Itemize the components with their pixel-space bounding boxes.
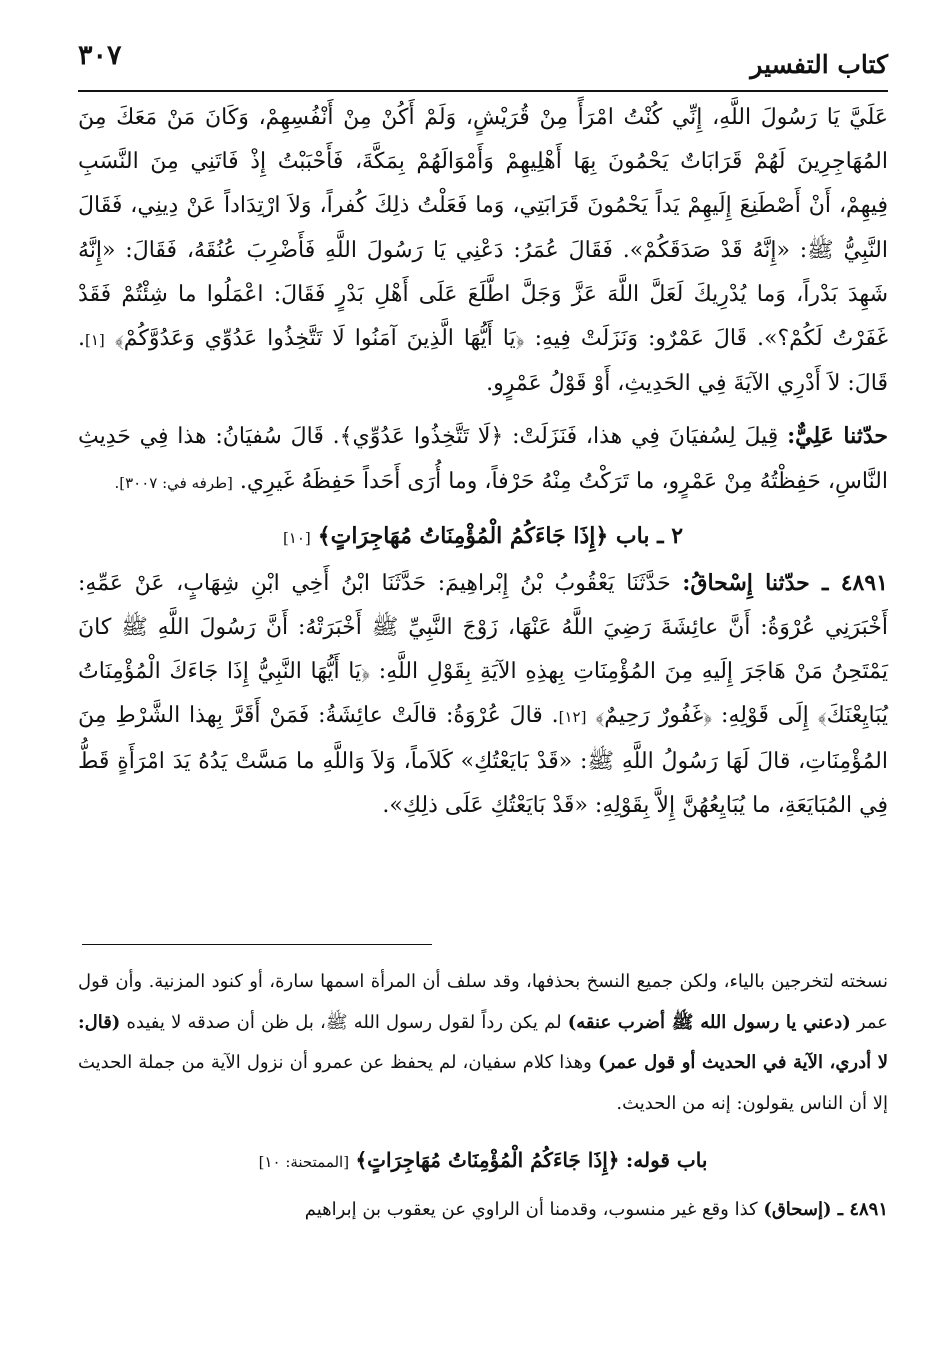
footnote-text: لم يكن رداً لقول رسول الله ﷺ، بل ظن أن صدقه لا يفيده [126,1011,562,1033]
page-number: ٣٠٧ [78,40,122,71]
commentary-chapter-verse: ﴿إِذَا جَاءَكُمُ الْمُؤْمِنَاتُ مُهَاجِرَاتٍ﴾ [355,1148,620,1172]
main-text [78,96,888,836]
hadith-text: حَدَّثَنَا يَعْقُوبُ بْنُ إِبْراهِيمَ: حَدَّثَنَا ابْنُ أَخِي ابْنِ شِهَابٍ، عَنْ عَمِّهِ: أَخْبَرَنِي عُرْوَةُ: أَنَّ عائِشَةَ رَضِيَ اللَّهُ عَنْهَا، زَوْجَ النَّبِيِّ ﷺ أَخْبَرَتْهُ: أَنَّ رَسُولَ اللَّهِ ﷺ كانَ يَمْتَحِنُ مَنْ هَاجَرَ إِلَيهِ مِنَ المُؤْمِنَاتِ بِهذِهِ الآيَةِ بِقَوْلِ اللَّهِ: ﴿يَا أَيُّهَا النَّبِيُّ إِذَا جَاءَكَ الْمُؤْمِنَاتُ يُبَايِعْنَكَ﴾ إِلَى قَوْلِهِ: ﴿غَفُورٌ رَحِيمٌ﴾ [78,570,889,729]
hadith-paragraph [78,96,888,406]
verse-ref: [١٢] [558,708,587,727]
hadith-paragraph [78,561,888,828]
footnote-text: وهذا كلام سفيان، لم يحفظ عن عمرو أن نزول الآية من جملة الحديث إلا أن الناس يقولون: إنه من الحديث. [78,1052,888,1114]
hadith-text: عَلَيَّ يَا رَسُولَ اللَّهِ، إِنِّي كُنْتُ امْرَأً مِنْ قُرَيْشٍ، وَلَمْ أَكُنْ مِنْ أَنْفُسِهِمْ، وَكَانَ مَنْ مَعَكَ مِنَ المُهَاجِرِينَ لَهُمْ قَرَابَاتٌ يَحْمُونَ بِهَا أَهْلِيهِمْ وَأَمْوَالَهُمْ بِمَكَّةَ، فَأَحْبَبْتُ إِذْ فَاتَنِي مِنَ النَّسَبِ فِيهِمْ، أَنْ أَصْطَنِعَ إِلَيهِمْ يَداً يَحْمُونَ قَرَابَتِي، وَما فَعَلْتُ ذلِكَ كُفراً، وَلاَ ارْتِدَاداً عَنْ دِينِي، فَقَالَ النَّبِيُّ ﷺ: «إِنَّهُ قَدْ صَدَقَكُمْ». فَقَالَ عُمَرُ: دَعْنِي يَا رَسُولَ اللَّهِ فَأَضْرِبَ عُنُقَهُ، فَقَالَ: «إِنَّهُ شَهِدَ بَدْراً، وَما يُدْرِيكَ لَعَلَّ اللَّهَ عَزَّ وَجَلَّ اطَّلَعَ عَلَى أَهْلِ بَدْرٍ فَقَالَ: اعْمَلُوا ما شِئْتُمْ فَقَدْ غَفَرْتُ لَكُمْ؟». قَالَ عَمْرٌو: وَنَزَلَتْ فِيهِ: ﴿يَا أَيُّهَا الَّذِينَ آمَنُوا لَا تَتَّخِذُوا عَدُوِّي وَعَدُوَّكُمْ﴾ [78,105,889,352]
footnote-ref: [١] [85,331,105,350]
footnotes [78,962,888,1231]
footnote-text: نسخته لتخرجين بالياء، ولكن جميع النسخ بحذفها، وقد سلف أن المرأة اسمها سارة، أو كنود المزنية. وأن قول عمر [78,971,888,1033]
commentary-chapter-heading [78,1132,888,1190]
hadith-text-end: . قَالَ: لاَ أَدْرِي الآيَةَ فِي الحَدِيثِ، أَوْ قَوْلُ عَمْرٍو. [78,326,888,397]
chapter-title: ٢ ـ باب ﴿إِذَا جَاءَكُمُ الْمُؤْمِنَاتُ مُهَاجِرَاتٍ﴾ [317,522,684,549]
narrator-lead: حدّثنا عَلِيٌّ: [787,423,889,450]
hadith-text-end: . قالَ عُرْوَةُ: قالَتْ عائِشَةُ: فَمَنْ أَقَرَّ بِهذا الشَّرْطِ مِنَ المُؤْمِنَاتِ، قالَ لَهَا رَسُولُ اللَّهِ ﷺ: «قَدْ بَايَعْتُكِ» كَلاَماً، وَلاَ وَاللَّهِ ما مَسَّتْ يَدُهُ يَدَ امْرَأَةٍ قَطُّ فِي المُبَايَعَةِ، ما يُبَايِعُهُنَّ إِلاَّ بِقَوْلِهِ: «قَدْ بَايَعْتُكِ عَلَى ذلِكِ». [78,703,888,818]
book-title: كتاب التفسير [750,50,888,79]
hadith-text: قِيلَ لِسُفيَانَ فِي هذا، فَنَزَلَتْ: ﴿لَا تَتَّخِذُوا عَدُوِّي﴾. قَالَ سُفيَانُ: هذا فِي حَدِيثِ النَّاسِ، حَفِظْتُهُ مِنْ عَمْرٍو، ما تَرَكْتُ مِنْهُ حَرْفاً، وما أُرَى أَحَداً حَفِظَهُ غَيرِي. [78,424,888,494]
footnote-paragraph [78,1190,888,1231]
hadith-number-lead: ٤٨٩١ ـ حدّثنا إِسْحاقُ: [682,569,888,596]
chapter-heading [78,513,888,561]
footnote-paragraph [78,962,888,1124]
commentary-verse-ref: [الممتحنة: ١٠] [258,1153,350,1171]
footnote-quote: (قال: لا أدري، الآية في الحديث أو قول عمر) [78,1011,888,1073]
footnote-text: كذا وقع غير منسوب، وقدمنا أن الراوي عن يعقوب بن إبراهيم [304,1199,758,1220]
hadith-paragraph [78,414,888,504]
commentary-hadith-lead: ٤٨٩١ ـ (إسحاق) [763,1199,888,1220]
commentary-chapter-lead: باب قوله: [625,1148,708,1172]
verse-ref: [١٠] [282,528,311,547]
footnote-divider [82,944,432,945]
page-header [78,28,888,92]
footnote-quote: (دعني يا رسول الله ﷺ أضرب عنقه) [567,1011,851,1033]
cross-reference: [طرفه في: ٣٠٠٧]. [114,473,233,492]
